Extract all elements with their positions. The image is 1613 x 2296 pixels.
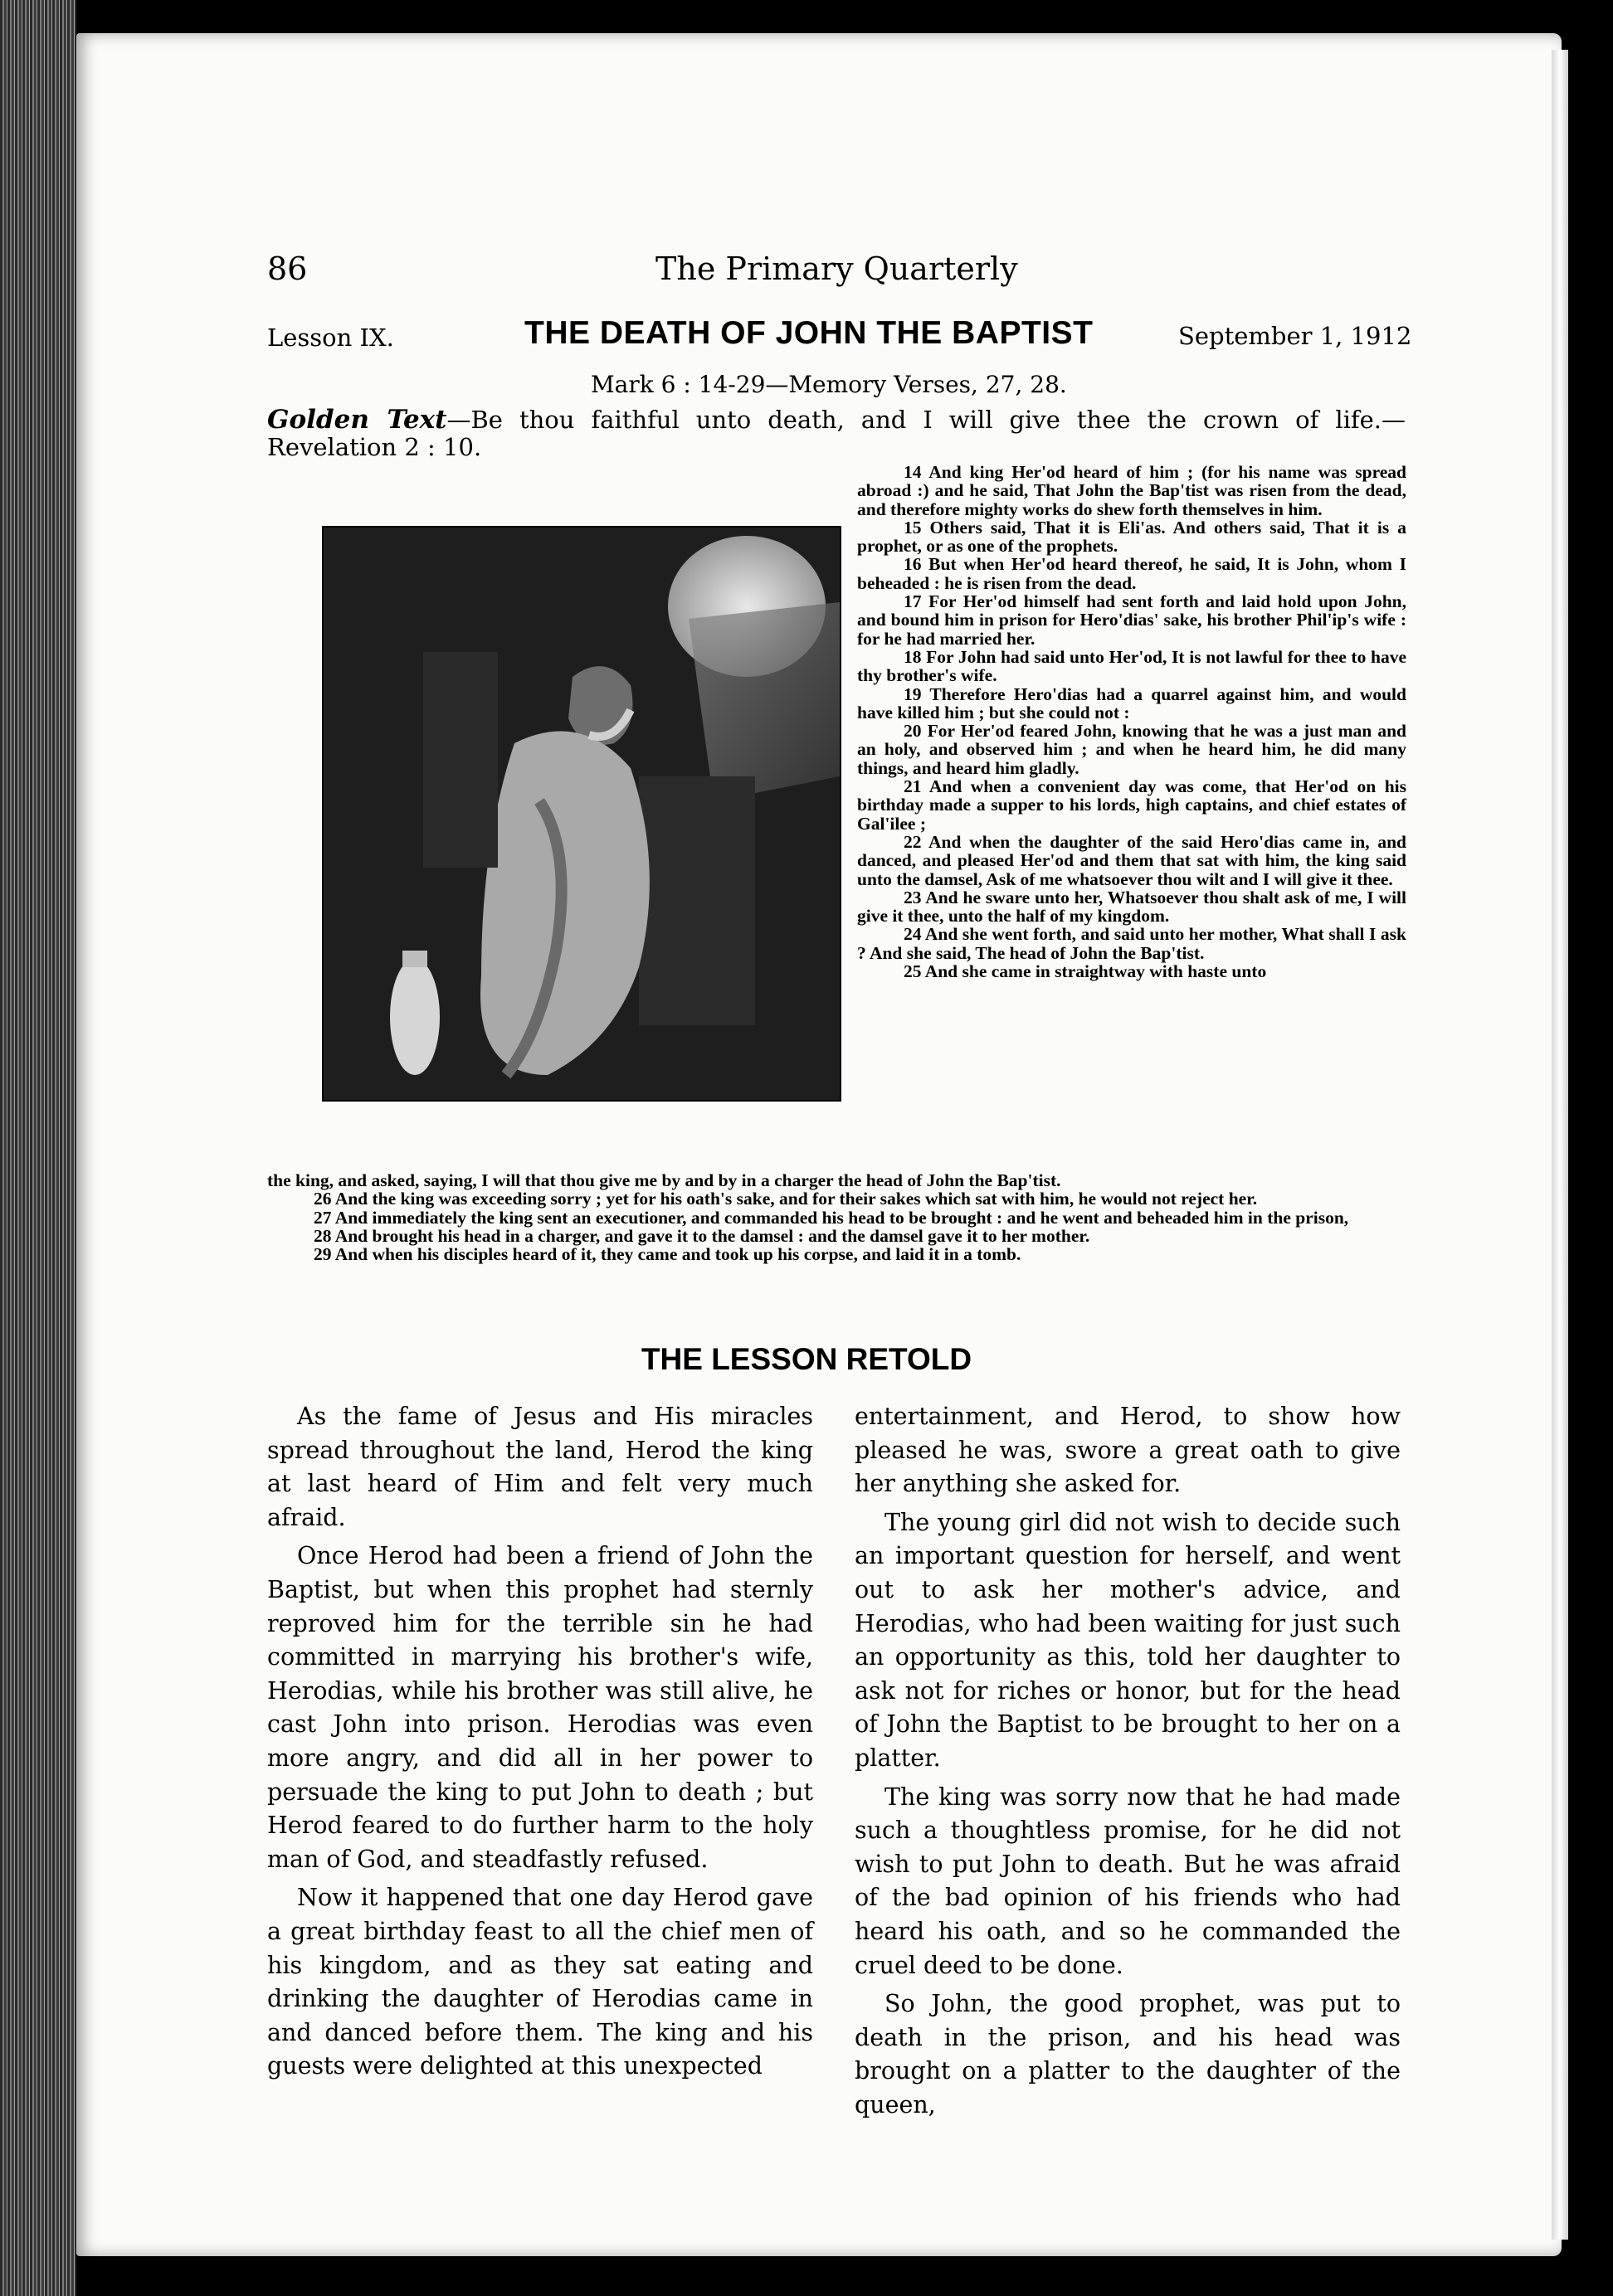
book-spine [0, 0, 76, 2296]
verse: 16 But when Her'od heard thereof, he said, It is John, whom I beheaded : he is risen from the dead. [857, 554, 1406, 593]
section-title: THE LESSON RETOLD [641, 1342, 972, 1376]
verse: 25 And she came in straightway with haste unto [904, 961, 1267, 982]
paragraph: The king was sorry now that he had made such a thoughtless promise, for he did not wish to put John to death. But he was afraid of the bad opinion of his friends who had heard his oath, and so he commanded the cruel deed to be done. [855, 1783, 1401, 1979]
lesson-title: THE DEATH OF JOHN THE BAPTIST [524, 315, 1094, 351]
paragraph: The young girl did not wish to decide such an important question for herself, and went out to ask her mother's advice, and Herodias, who had been waiting for just such an opportunity as this, told her daughter to ask not for riches or honor, but for the head of John the Baptist to be brought to her on a platter. [855, 1508, 1401, 1772]
verse: 18 For John had said unto Her'od, It is not lawful for thee to have thy brother's wife. [857, 646, 1406, 686]
page-right-edge [1552, 50, 1568, 2240]
verse: 15 Others said, That it is Eli'as. And others said, That it is a prophet, or as one of the prophets. [857, 517, 1406, 557]
golden-text-body: —Be thou faithful unto death, and I will give thee the crown of life.—Revelation 2 : 10. [267, 406, 1406, 461]
verse: 28 And brought his head in a charger, and gave it to the damsel : and the damsel gave it to her mother. [314, 1225, 1090, 1246]
verse: 27 And immediately the king sent an executioner, and commanded his head to be brought : and he went and beheaded him in the prison, [314, 1207, 1349, 1228]
verse: 22 And when the daughter of the said Hero'dias came in, and danced, and pleased Her'od and them that sat with him, the king said unto the damsel, Ask of me whatsoever thou wilt and I will give it thee. [857, 831, 1406, 889]
retold-left-column [267, 1400, 813, 2084]
verse: 19 Therefore Hero'dias had a quarrel against him, and would have killed him ; but she could not : [857, 683, 1406, 722]
verse: 26 And the king was exceeding sorry ; yet for his oath's sake, and for their sakes which sat with him, he would not reject her. [314, 1189, 1258, 1209]
page-number: 86 [267, 251, 308, 287]
verse: 29 And when his disciples heard of it, they came and took up his corpse, and laid it in a tomb. [314, 1244, 1021, 1265]
paragraph: As the fame of Jesus and His miracles spread throughout the land, Herod the king at last heard of Him and felt very much afraid. [267, 1403, 813, 1531]
scripture-reference: Mark 6 : 14-29—Memory Verses, 27, 28. [591, 371, 1067, 398]
verse: 14 And king Her'od heard of him ; (for his name was spread abroad :) and he said, That John the Bap'tist was risen from the dead, and therefore mighty works do shew forth themselves in him. [857, 462, 1406, 519]
lesson-illustration [322, 526, 841, 1102]
scripture-verses-side [857, 463, 1406, 980]
lesson-date: September 1, 1912 [1178, 322, 1412, 350]
verse: 23 And he sware unto her, Whatsoever thou shalt ask of me, I will give it thee, unto the half of my kingdom. [857, 887, 1406, 927]
golden-text-label: Golden Text [267, 405, 447, 435]
paragraph: Once Herod had been a friend of John the Baptist, but when this prophet had sternly reproved him for the terrible sin he had committed in marrying his brother's wife, Herodias, while his brother was still alive, he cast John into prison. Herodias was even more angry, and did all in her power to persuade the king to put John to death ; but Herod feared to do further harm to the holy man of God, and steadfastly refused. [267, 1542, 813, 1873]
illustration-image [324, 528, 840, 1100]
lesson-number: Lesson IX. [267, 323, 394, 352]
verse: 21 And when a convenient day was come, that Her'od on his birthday made a supper to his lords, high captains, and chief estates of Gal'ilee ; [857, 776, 1406, 834]
verse: 20 For Her'od feared John, knowing that he was a just man and an holy, and observed him ; and when he heard him, he did many things, and heard him gladly. [857, 721, 1406, 778]
paragraph: So John, the good prophet, was put to death in the prison, and his head was brought on a platter to the daughter of the queen, [855, 1990, 1401, 2118]
scripture-verses-full [267, 1171, 1406, 1263]
running-header: The Primary Quarterly [655, 251, 1018, 287]
verse: 24 And she went forth, and said unto her mother, What shall I ask ? And she said, The head of John the Bap'tist. [857, 924, 1406, 963]
paragraph: Now it happened that one day Herod gave a great birthday feast to all the chief men of his kingdom, and as they sat eating and drinking the daughter of Herodias came in and danced before them. The king and his guests were delighted at this unexpected [267, 1884, 813, 2080]
retold-right-column [855, 1400, 1401, 2122]
verse: 17 For Her'od himself had sent forth and laid hold upon John, and bound him in prison for Hero'dias' sake, his brother Phil'ip's wife : for he had married her. [857, 591, 1406, 649]
verse: the king, and asked, saying, I will that thou give me by and by in a charger the head of John the Bap'tist. [267, 1170, 1061, 1190]
golden-text [267, 406, 1406, 461]
paragraph: entertainment, and Herod, to show how pleased he was, swore a great oath to give her anything she asked for. [855, 1403, 1401, 1498]
